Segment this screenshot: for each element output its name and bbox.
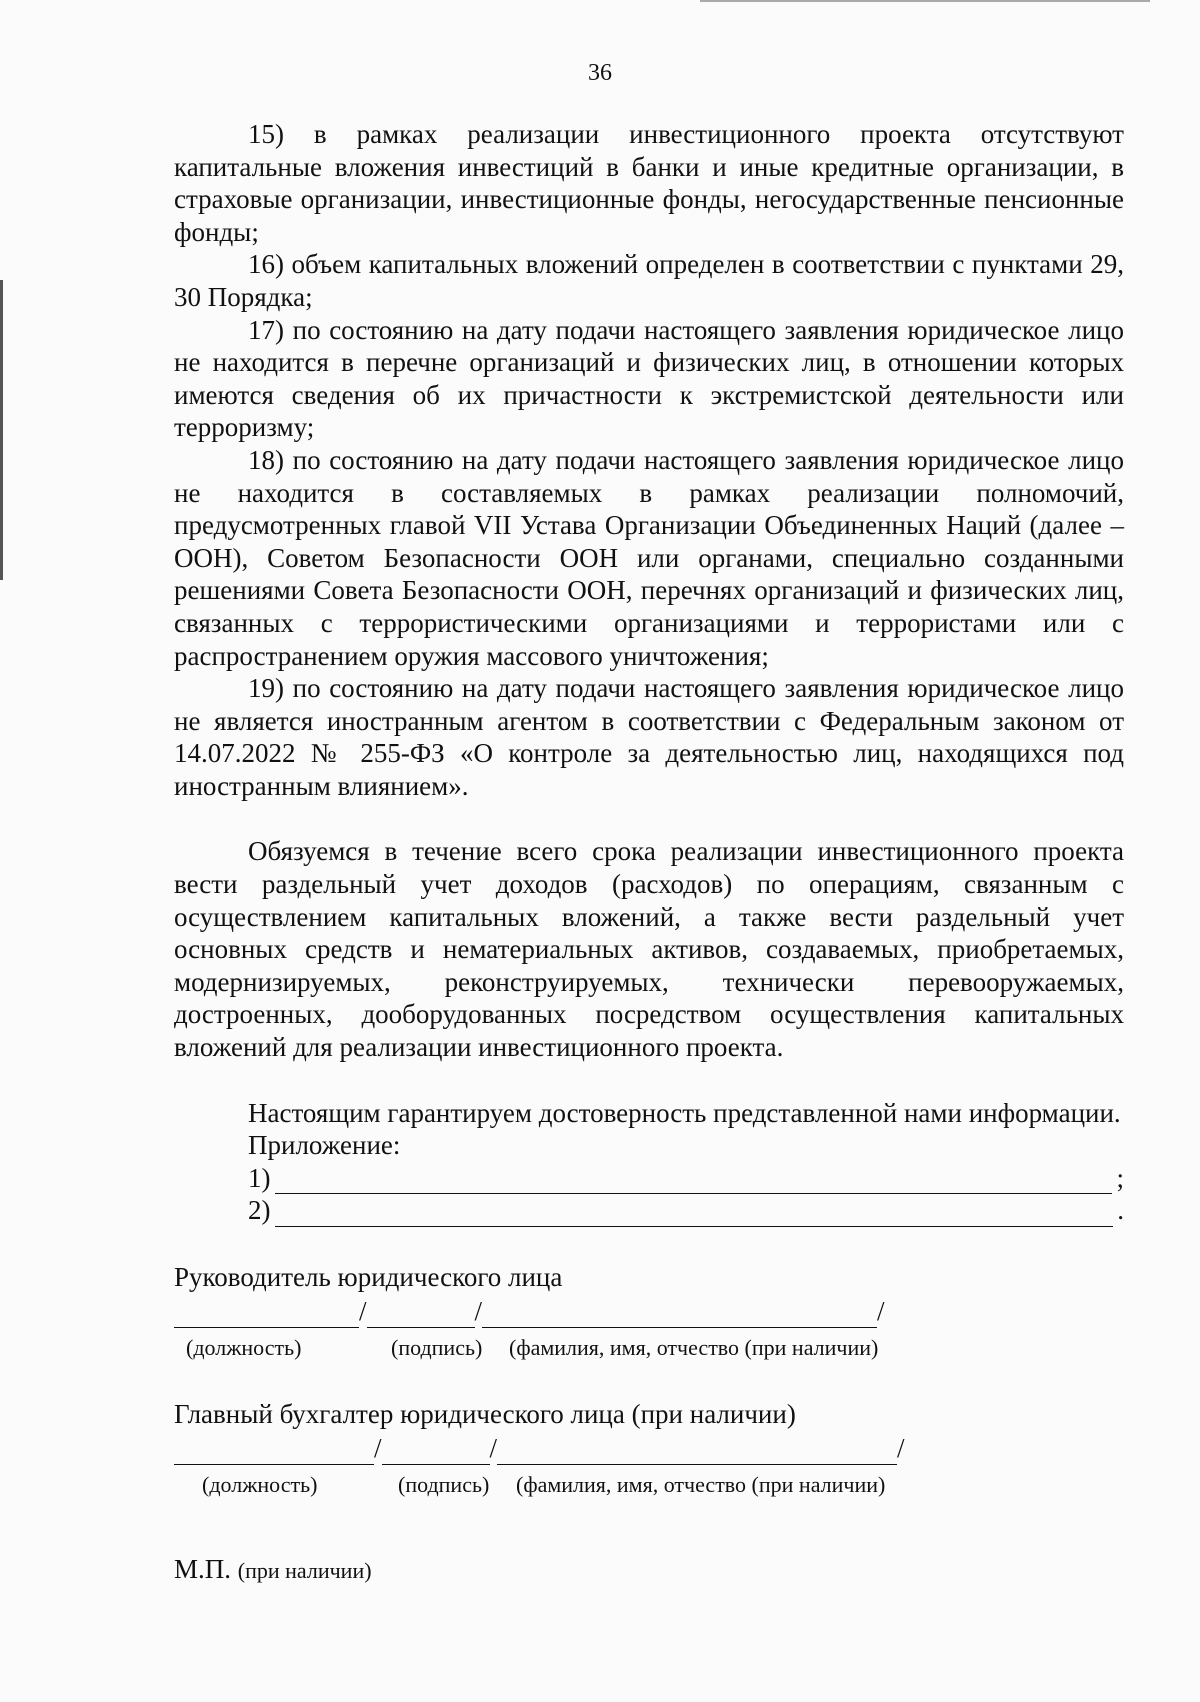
stamp-note: (при наличии)	[237, 1558, 372, 1584]
director-signature-title: Руководитель юридического лица	[174, 1262, 563, 1292]
list-item-17: 17) по состоянию на дату подачи настоящего заявления юридическое лицо не находится в перечне организаций и физических лиц, в отношении которых имеются сведения об их причастности к экстремистской деятельности или терроризму;	[174, 314, 1124, 443]
director-signature-row[interactable]: / / /	[174, 1294, 1124, 1328]
director-signature-blank[interactable]	[367, 1299, 475, 1328]
accountant-signature-captions	[174, 1469, 1124, 1502]
appendix-line-1-end: ;	[1116, 1162, 1124, 1193]
caption-position: (должность)	[202, 1471, 318, 1497]
page-number: 36	[588, 60, 612, 86]
caption-position: (должность)	[186, 1334, 302, 1360]
accountant-name-blank[interactable]	[497, 1436, 897, 1465]
accountant-signature-title: Главный бухгалтер юридического лица (при наличии)	[174, 1399, 796, 1430]
appendix-line-2-end: .	[1117, 1195, 1124, 1226]
list-item-16: 16) объем капитальных вложений определен в соответствии с пунктами 29, 30 Порядка;	[174, 249, 1124, 312]
appendix-line-2-number: 2)	[248, 1195, 271, 1226]
caption-signature: (подпись)	[398, 1471, 490, 1497]
appendix-line-2[interactable]	[174, 1194, 1124, 1227]
appendix-line-1-number: 1)	[248, 1162, 271, 1193]
accountant-signature-blank[interactable]	[382, 1436, 490, 1465]
director-name-blank[interactable]	[482, 1299, 877, 1328]
list-item-15: 15) в рамках реализации инвестиционного проекта отсутствуют капитальные вложения инвестиций в банки и иные кредитные организации, в страховые организации, инвестиционные фонды, негосударственные пенсионные фонды;	[174, 119, 1124, 247]
director-signature-captions	[174, 1332, 1124, 1365]
list-item-18: 18) по состоянию на дату подачи настоящего заявления юридическое лицо не находится в составляемых в рамках реализации полномочий, предусмотренных главой VII Устава Организации Объединенных Наций (далее – ООН), Советом Безопасности ООН или органами, специально созданными решениями Совета Безопасности ООН, перечнях организаций и физических лиц, связанных с террористическими организациями и террористами или с распространением оружия массового уничтожения;	[174, 444, 1124, 671]
stamp-placeholder	[174, 1553, 1124, 1588]
obligation-paragraph: Обязуемся в течение всего срока реализации инвестиционного проекта вести раздельный учет доходов (расходов) по операциям, связанным с осуществлением капитальных вложений, а также вести раздельный учет основных средств и нематериальных активов, создаваемых, приобретаемых, модернизируемых, реконструируемых, технически перевооружаемых, достроенных, дооборудованных посредством осуществления капитальных вложений для реализации инвестиционного проекта.	[174, 836, 1124, 1063]
appendix-label: Приложение:	[248, 1130, 401, 1161]
guarantee-paragraph: Настоящим гарантируем достоверность представленной нами информации.	[248, 1097, 1121, 1128]
scan-edge-mark	[0, 280, 3, 580]
document-body	[174, 118, 1124, 1588]
caption-name: (фамилия, имя, отчество (при наличии)	[516, 1471, 886, 1497]
stamp-label: М.П.	[174, 1554, 232, 1585]
accountant-position-blank[interactable]	[174, 1436, 374, 1465]
appendix-line-1-blank[interactable]	[275, 1167, 1113, 1194]
director-position-blank[interactable]	[174, 1299, 359, 1328]
appendix-line-2-blank[interactable]	[275, 1200, 1114, 1227]
accountant-signature-row[interactable]: / / /	[174, 1431, 1124, 1465]
caption-signature: (подпись)	[391, 1334, 483, 1360]
list-item-19: 19) по состоянию на дату подачи настоящего заявления юридическое лицо не является иностранным агентом в соответствии с Федеральным законом от 14.07.2022 № 255-ФЗ «О контроле за деятельностью лиц, находящихся под иностранным влиянием».	[174, 673, 1124, 801]
appendix-line-1[interactable]	[174, 1162, 1124, 1195]
scan-edge-mark-top	[700, 0, 1150, 2]
caption-name: (фамилия, имя, отчество (при наличии)	[509, 1334, 879, 1360]
